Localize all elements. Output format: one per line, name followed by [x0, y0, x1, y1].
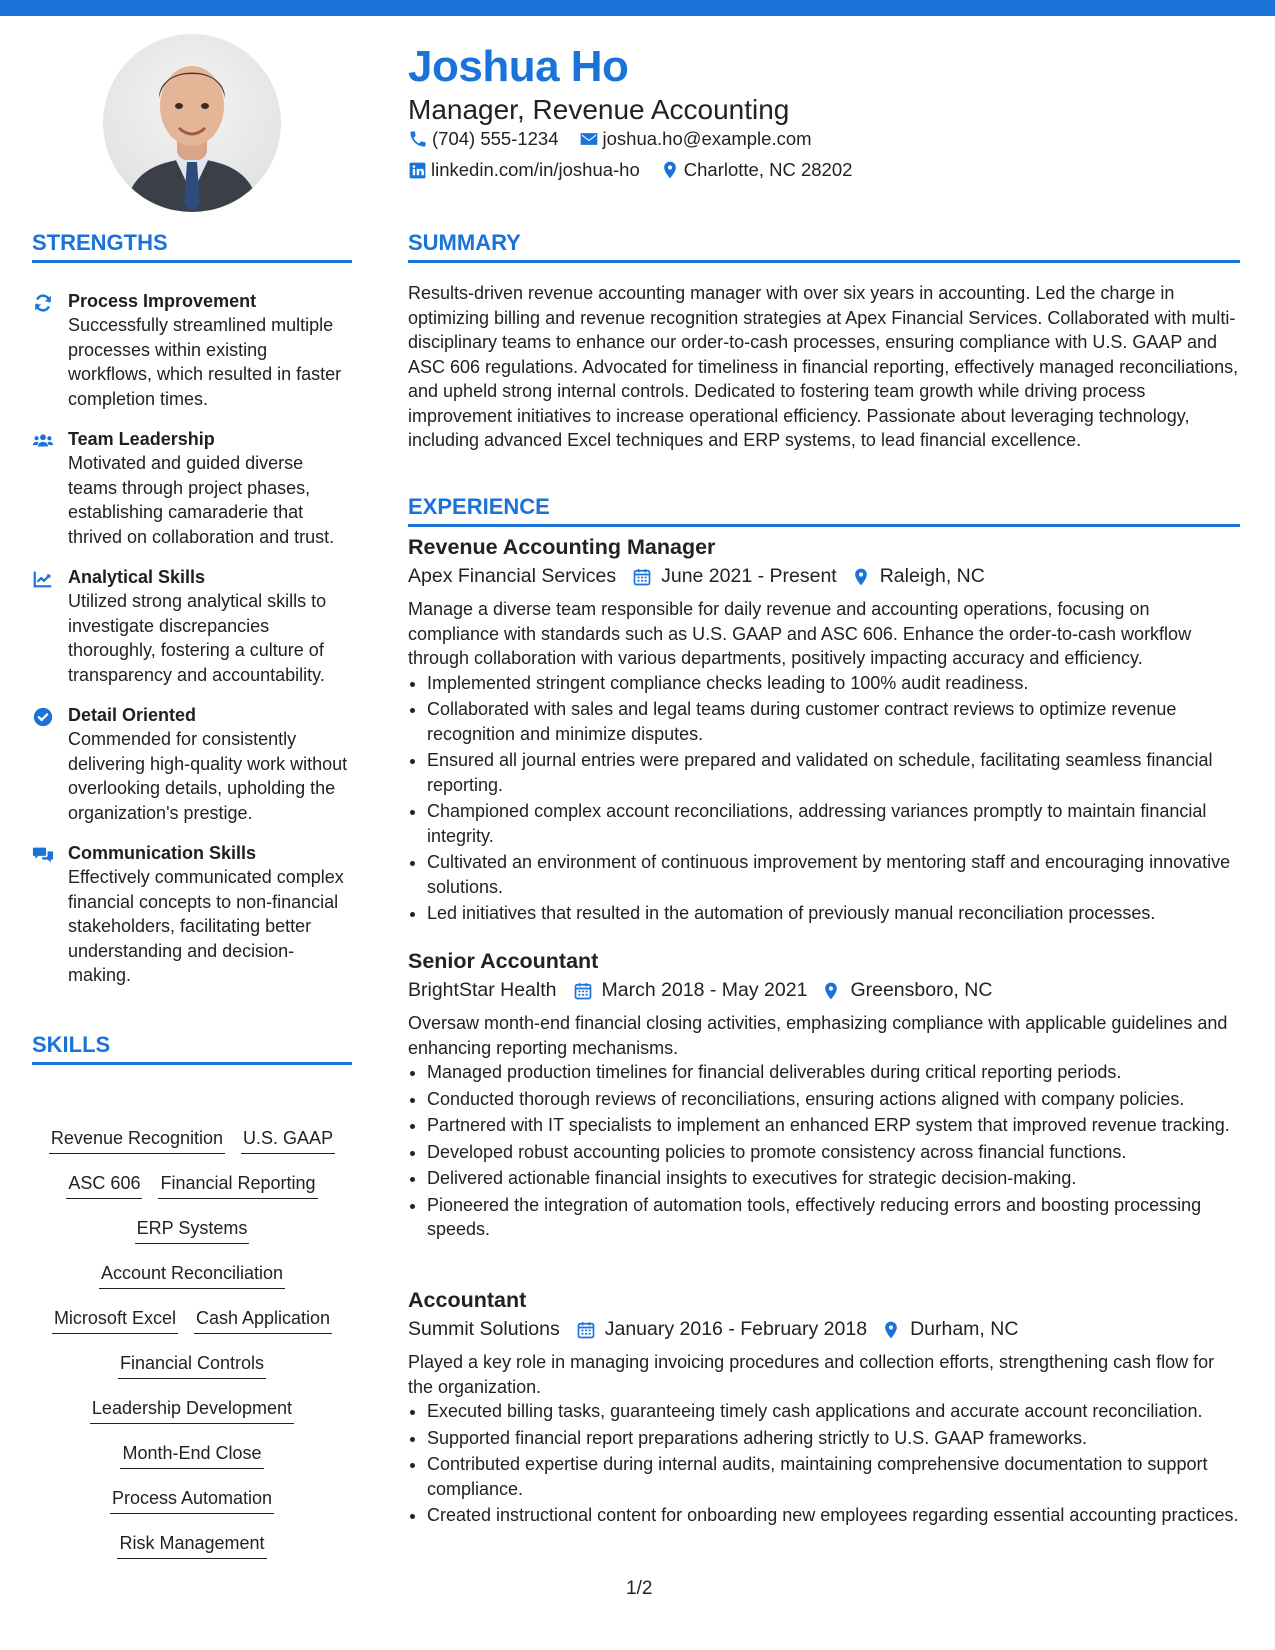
skill-tag: Risk Management	[117, 1532, 266, 1559]
skill-row	[32, 1262, 352, 1307]
job-dates: January 2016 - February 2018	[604, 1318, 868, 1340]
job-company: BrightStar Health	[408, 979, 557, 1001]
job-bullet: • Collaborated with sales and legal teams during customer contract reviews to optimize revenue recognition and minimize disputes.	[427, 697, 1240, 746]
skill-row	[32, 1532, 352, 1577]
strengths-list	[32, 290, 352, 1005]
job-title: Senior Accountant	[408, 949, 599, 973]
candidate-title: Manager, Revenue Accounting	[408, 94, 790, 125]
job-bullets	[408, 1399, 1240, 1528]
skill-row	[32, 1307, 352, 1352]
job-bullet: • Implemented stringent compliance checks leading to 100% audit readiness.	[427, 671, 1240, 696]
calendar-icon	[573, 981, 593, 1001]
skills-heading: SKILLS	[32, 1032, 352, 1065]
job-meta	[408, 979, 1240, 1002]
job-description: Manage a diverse team responsible for daily revenue and accounting operations, focusing on compliance with standards such as U.S. GAAP and ASC 606. Enhance the order-to-cash workflow through collaboration with various departments, positively impacting accuracy and efficiency.	[408, 599, 1192, 668]
skill-tag: Financial Reporting	[158, 1172, 317, 1199]
strength-desc: Successfully streamlined multiple processes within existing workflows, which resulted in faster completion times.	[68, 315, 342, 409]
strength-desc: Utilized strong analytical skills to investigate discrepancies thoroughly, fostering a culture of transparency and accountability.	[68, 591, 327, 685]
job-bullets	[408, 671, 1240, 926]
job-location: Raleigh, NC	[879, 565, 985, 587]
job-bullet: • Partnered with IT specialists to implement an enhanced ERP system that improved revenue tracking.	[427, 1113, 1240, 1138]
candidate-name: Joshua Ho	[408, 42, 629, 91]
job-bullet: • Led initiatives that resulted in the automation of previously manual reconciliation processes.	[427, 901, 1240, 926]
summary-heading: SUMMARY	[408, 230, 1240, 263]
job-meta	[408, 565, 1240, 588]
map-pin-icon	[881, 1320, 901, 1340]
location-text: Charlotte, NC 28202	[683, 159, 853, 180]
skill-tag: Month-End Close	[120, 1442, 263, 1469]
skill-tag: Financial Controls	[118, 1352, 266, 1379]
skill-row	[32, 1487, 352, 1532]
users-icon	[32, 430, 54, 452]
skill-row	[32, 1172, 352, 1217]
strength-desc: Motivated and guided diverse teams through project phases, establishing camaraderie that thrived on collaboration and trust.	[68, 453, 335, 547]
job-location: Greensboro, NC	[850, 979, 993, 1001]
job-bullet: • Delivered actionable financial insights to executives for strategic decision-making.	[427, 1166, 1240, 1191]
strength-title: Analytical Skills	[68, 567, 206, 587]
strength-desc: Commended for consistently delivering high-quality work without overlooking details, upholding the organization's prestige.	[68, 729, 348, 823]
skill-row	[32, 1127, 352, 1172]
skill-tag: Account Reconciliation	[99, 1262, 285, 1289]
strength-item	[32, 428, 352, 549]
calendar-icon	[632, 567, 652, 587]
skills-list	[32, 1127, 352, 1577]
job-dates: June 2021 - Present	[661, 565, 837, 587]
map-pin-icon	[821, 981, 841, 1001]
strength-title: Team Leadership	[68, 429, 215, 449]
linkedin-text: linkedin.com/in/joshua-ho	[431, 159, 640, 180]
job-bullet: • Championed complex account reconciliations, addressing variances promptly to maintain financial integrity.	[427, 799, 1240, 848]
contact-row-1	[408, 128, 832, 150]
job-entry	[408, 533, 1240, 928]
strengths-heading: STRENGTHS	[32, 230, 352, 263]
job-title: Revenue Accounting Manager	[408, 535, 716, 559]
job-bullet: • Supported financial report preparations adhering strictly to U.S. GAAP frameworks.	[427, 1426, 1240, 1451]
strength-item	[32, 842, 352, 988]
skill-tag: Cash Application	[194, 1307, 332, 1334]
job-bullet: • Contributed expertise during internal audits, maintaining comprehensive documentation to support compliance.	[427, 1452, 1240, 1501]
comments-icon	[32, 844, 54, 866]
calendar-icon	[576, 1320, 596, 1340]
page-indicator: 1/2	[626, 1578, 653, 1599]
phone-text: (704) 555-1234	[432, 128, 559, 149]
map-pin-icon	[851, 567, 871, 587]
summary-text: Results-driven revenue accounting manager with over six years in accounting. Led the charge in optimizing billing and revenue recognition strategies at Apex Financial Services. Collaborated with multi-disciplinary teams to enhance our order-to-cash processes, ensuring compliance with U.S. GAAP and ASC 606 regulations. Advocated for timeliness in financial reporting, effectively managed reconciliations, and upheld strong internal controls. Dedicated to fostering team growth while driving process improvement initiatives to increase operational efficiency. Passionate about leveraging technology, including advanced Excel techniques and ERP systems, to lead financial excellence.	[408, 283, 1239, 450]
skill-tag: Revenue Recognition	[49, 1127, 225, 1154]
job-bullet: • Executed billing tasks, guaranteeing timely cash applications and accurate account reconciliation.	[427, 1399, 1240, 1424]
job-bullet: • Cultivated an environment of continuous improvement by mentoring staff and encouraging innovative solutions.	[427, 850, 1240, 899]
skill-tag: ERP Systems	[135, 1217, 250, 1244]
contact-phone[interactable]	[408, 128, 559, 150]
job-bullet: • Created instructional content for onboarding new employees regarding essential accounting practices.	[427, 1503, 1240, 1528]
skill-row	[32, 1442, 352, 1487]
job-title: Accountant	[408, 1288, 527, 1312]
sync-icon	[32, 292, 54, 314]
skill-tag: U.S. GAAP	[241, 1127, 335, 1154]
contact-location	[660, 159, 853, 181]
profile-photo	[103, 34, 281, 212]
strength-item	[32, 704, 352, 825]
strength-title: Process Improvement	[68, 291, 257, 311]
strength-title: Communication Skills	[68, 843, 257, 863]
job-bullets	[408, 1060, 1240, 1242]
job-meta	[408, 1318, 1240, 1341]
contact-linkedin[interactable]	[408, 159, 640, 181]
skill-row	[32, 1217, 352, 1262]
strength-item	[32, 290, 352, 411]
job-entry	[408, 1286, 1240, 1530]
job-bullet: • Managed production timelines for financial deliverables during critical reporting periods.	[427, 1060, 1240, 1085]
job-bullet: • Conducted thorough reviews of reconciliations, ensuring actions aligned with company policies.	[427, 1087, 1240, 1112]
envelope-icon	[579, 129, 599, 149]
strength-item	[32, 566, 352, 687]
email-text: joshua.ho@example.com	[602, 128, 812, 149]
job-description: Oversaw month-end financial closing activities, emphasizing compliance with applicable guidelines and enhancing reporting mechanisms.	[408, 1013, 1228, 1058]
job-bullet: • Pioneered the integration of automation tools, effectively reducing errors and boosting processing speeds.	[427, 1193, 1240, 1242]
strength-desc: Effectively communicated complex financial concepts to non-financial stakeholders, facilitating better understanding and decision-making.	[68, 867, 344, 985]
job-location: Durham, NC	[910, 1318, 1019, 1340]
job-bullet: • Ensured all journal entries were prepared and validated on schedule, facilitating seamless financial reporting.	[427, 748, 1240, 797]
job-company: Apex Financial Services	[408, 565, 617, 587]
job-dates: March 2018 - May 2021	[601, 979, 808, 1001]
contact-row-2	[408, 159, 872, 181]
linkedin-icon	[408, 161, 427, 180]
phone-icon	[408, 129, 428, 149]
job-description: Played a key role in managing invoicing procedures and collection efforts, strengthening cash flow for the organization.	[408, 1352, 1215, 1397]
skill-tag: Process Automation	[110, 1487, 274, 1514]
map-pin-icon	[660, 160, 680, 180]
skill-row	[32, 1397, 352, 1442]
check-circle-icon	[32, 706, 54, 728]
skill-row	[32, 1352, 352, 1397]
job-entry	[408, 947, 1240, 1244]
skill-tag: ASC 606	[66, 1172, 142, 1199]
job-company: Summit Solutions	[408, 1318, 560, 1340]
strength-title: Detail Oriented	[68, 705, 197, 725]
contact-email[interactable]	[579, 128, 812, 150]
chart-line-icon	[32, 568, 54, 590]
top-accent-bar	[0, 0, 1275, 16]
skill-tag: Leadership Development	[90, 1397, 294, 1424]
job-bullet: • Developed robust accounting policies to promote consistency across financial functions.	[427, 1140, 1240, 1165]
experience-heading: EXPERIENCE	[408, 494, 1240, 527]
skill-tag: Microsoft Excel	[52, 1307, 178, 1334]
